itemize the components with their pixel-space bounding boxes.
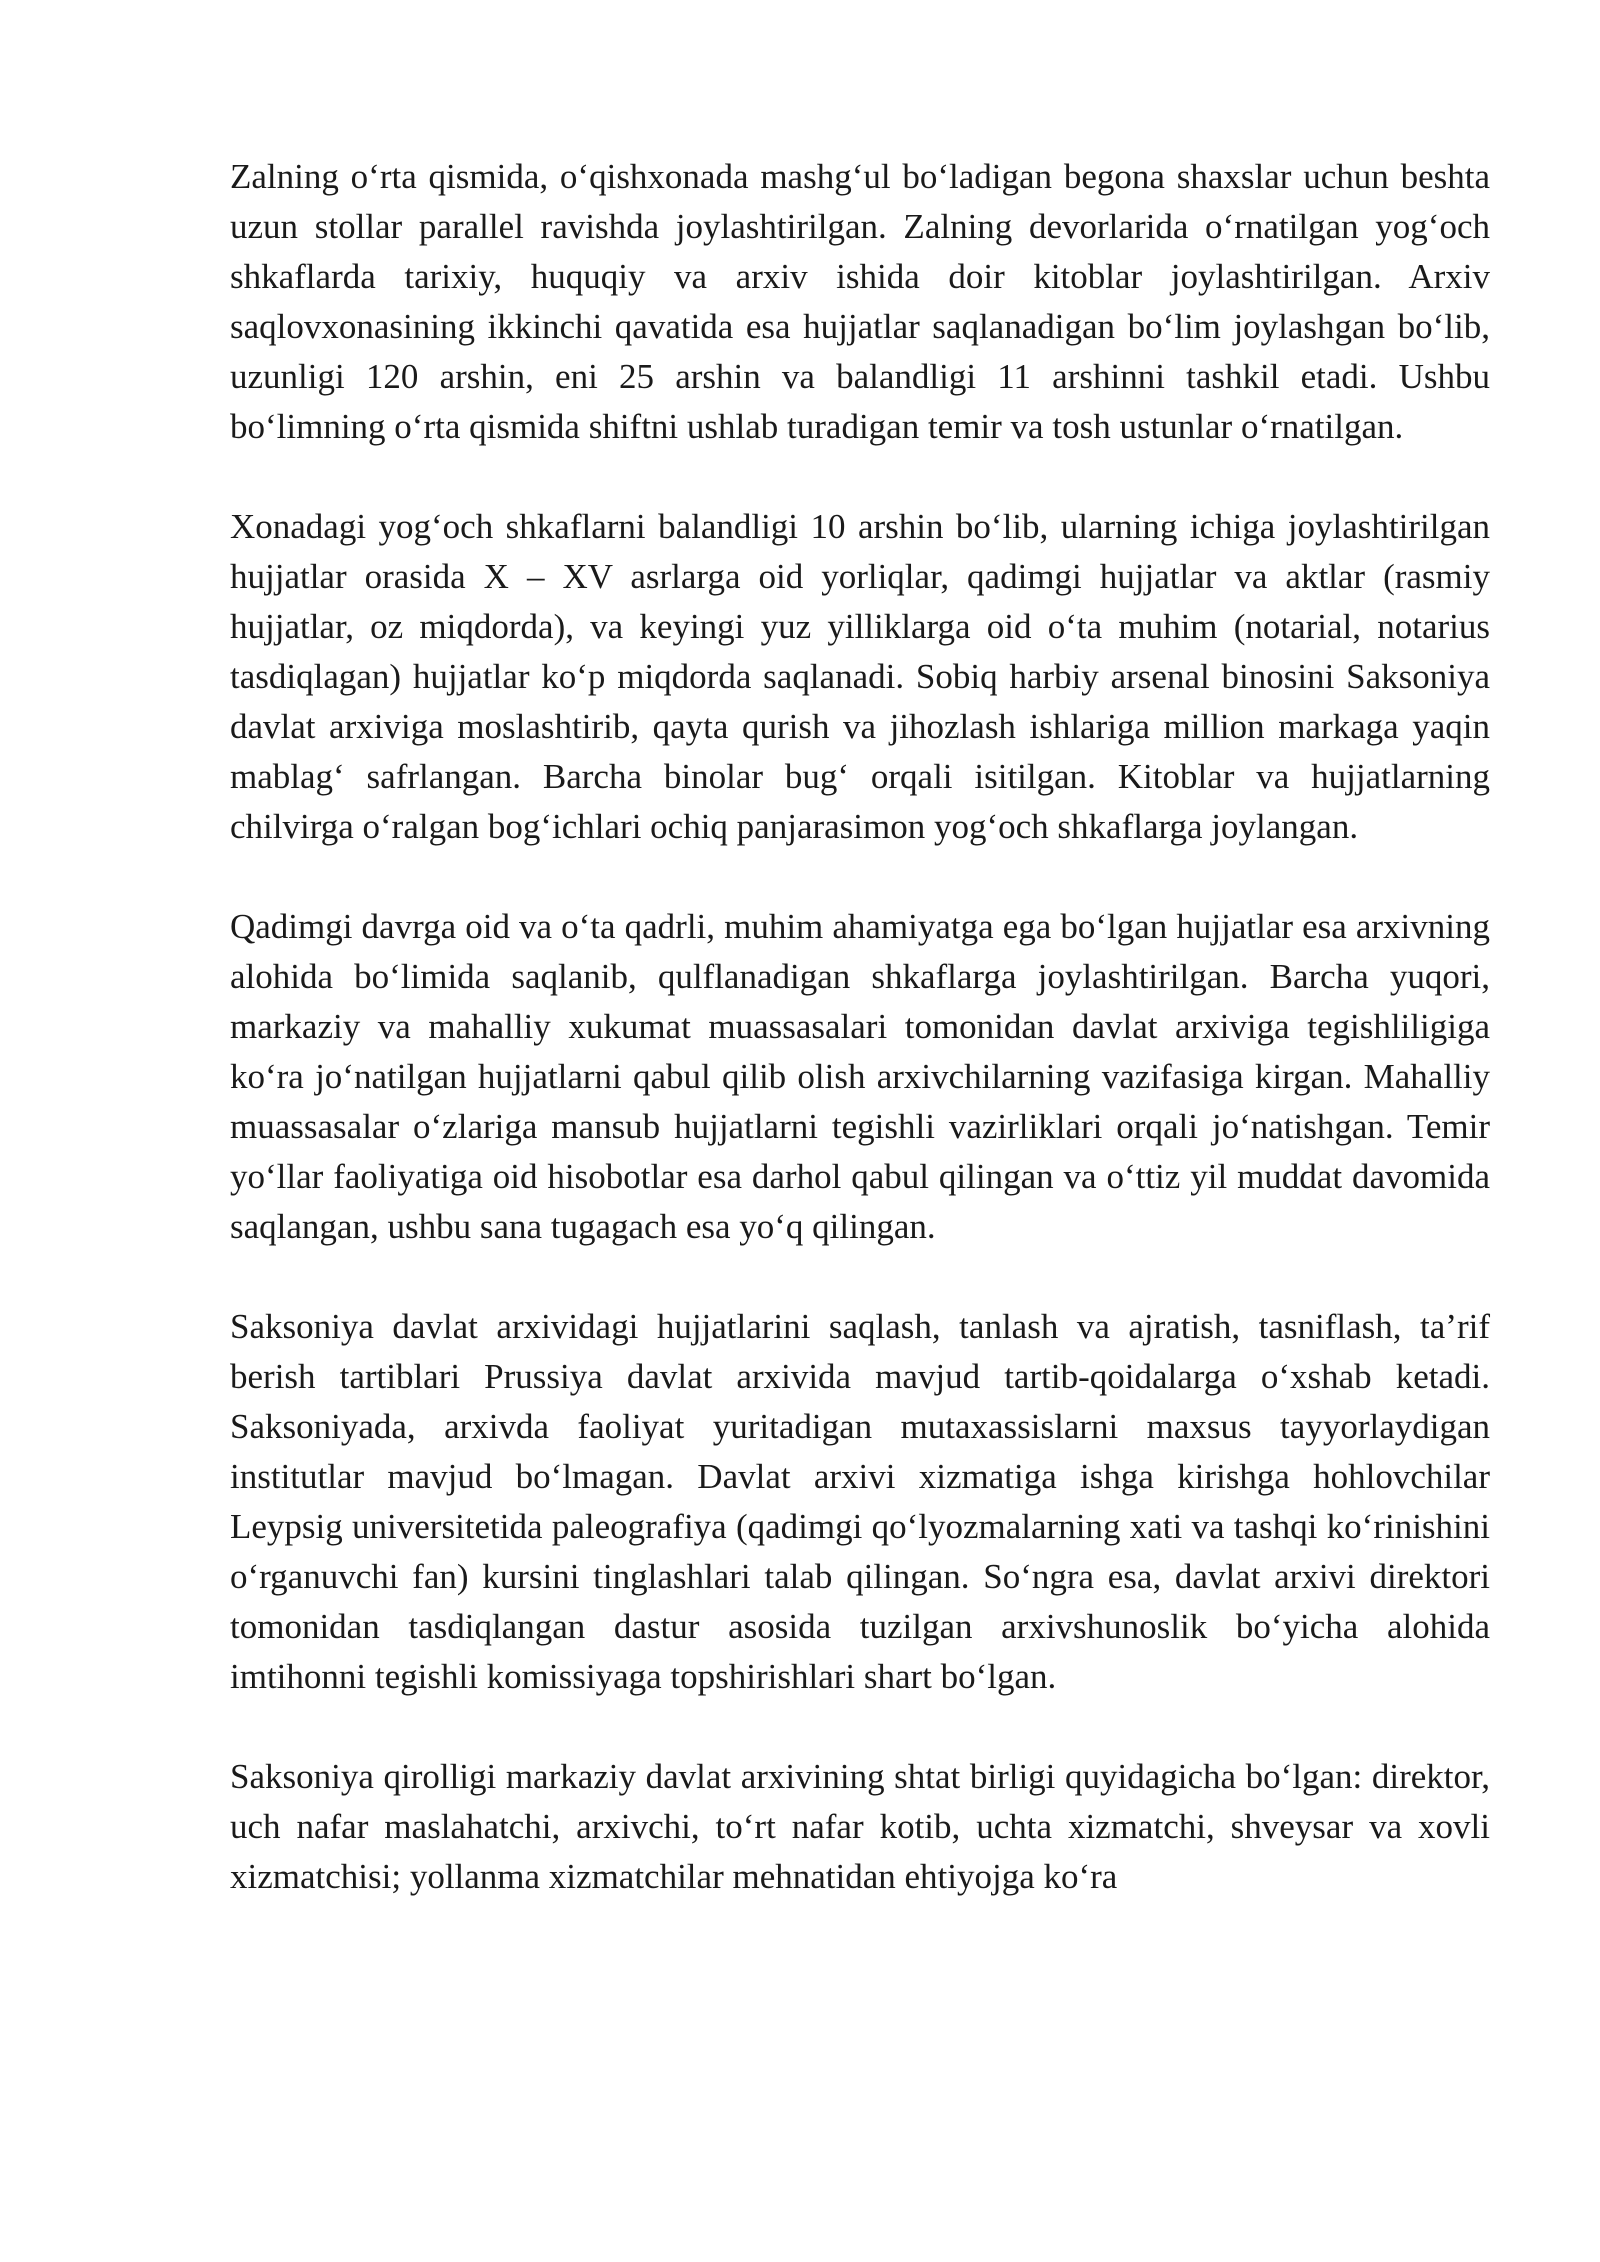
document-body [230, 152, 1490, 1902]
paragraph-2: Xonadagi yog‘och shkaflarni balandligi 10 arshin bo‘lib, ularning ichiga joylashtirilgan hujjatlar orasida X – XV asrlarga oid yorliqlar, qadimgi hujjatlar va aktlar (rasmiy hujjatlar, oz miqdorda), va keyingi yuz yilliklarga oid o‘ta muhim (notarial, notarius tasdiqlagan) hujjatlar ko‘p miqdorda saqlanadi. Sobiq harbiy arsenal binosini Saksoniya davlat arxiviga moslashtirib, qayta qurish va jihozlash ishlariga million markaga yaqin mablag‘ safrlangan. Barcha binolar bug‘ orqali isitilgan. Kitoblar va hujjatlarning chilvirga o‘ralgan bog‘ichlari ochiq panjarasimon yog‘och shkaflarga joylangan. [230, 507, 1490, 846]
paragraph-5: Saksoniya qirolligi markaziy davlat arxivining shtat birligi quyidagicha bo‘lgan: direktor, uch nafar maslahatchi, arxivchi, to‘rt nafar kotib, uchta xizmatchi, shveysar va xovli xizmatchisi; yollanma xizmatchilar mehnatidan ehtiyojga ko‘ra [230, 1757, 1490, 1896]
paragraph-4: Saksoniya davlat arxividagi hujjatlarini saqlash, tanlash va ajratish, tasniflash, ta’rif berish tartiblari Prussiya davlat arxivida mavjud tartib-qoidalarga o‘xshab ketadi. Saksoniyada, arxivda faoliyat yuritadigan mutaxassislarni maxsus tayyorlaydigan institutlar mavjud bo‘lmagan. Davlat arxivi xizmatiga ishga kirishga hohlovchilar Leypsig universitetida paleografiya (qadimgi qo‘lyozmalarning xati va tashqi ko‘rinishini o‘rganuvchi fan) kursini tinglashlari talab qilingan. So‘ngra esa, davlat arxivi direktori tomonidan tasdiqlangan dastur asosida tuzilgan arxivshunoslik bo‘yicha alohida imtihonni tegishli komissiyaga topshirishlari shart bo‘lgan. [230, 1307, 1490, 1696]
paragraph-1: Zalning o‘rta qismida, o‘qishxonada mashg‘ul bo‘ladigan begona shaxslar uchun beshta uzun stollar parallel ravishda joylashtirilgan. Zalning devorlarida o‘rnatilgan yog‘och shkaflarda tarixiy, huquqiy va arxiv ishida doir kitoblar joylashtirilgan. Arxiv saqlovxonasining ikkinchi qavatida esa hujjatlar saqlanadigan bo‘lim joylashgan bo‘lib, uzunligi 120 arshin, eni 25 arshin va balandligi 11 arshinni tashkil etadi. Ushbu bo‘limning o‘rta qismida shiftni ushlab turadigan temir va tosh ustunlar o‘rnatilgan. [230, 157, 1490, 446]
paragraph-3: Qadimgi davrga oid va o‘ta qadrli, muhim ahamiyatga ega bo‘lgan hujjatlar esa arxivning alohida bo‘limida saqlanib, qulflanadigan shkaflarga joylashtirilgan. Barcha yuqori, markaziy va mahalliy xukumat muassasalari tomonidan davlat arxiviga tegishliligiga ko‘ra jo‘natilgan hujjatlarni qabul qilib olish arxivchilarning vazifasiga kirgan. Mahalliy muassasalar o‘zlariga mansub hujjatlarni tegishli vazirliklari orqali jo‘natishgan. Temir yo‘llar faoliyatiga oid hisobotlar esa darhol qabul qilingan va o‘ttiz yil muddat davomida saqlangan, ushbu sana tugagach esa yo‘q qilingan. [230, 907, 1490, 1246]
